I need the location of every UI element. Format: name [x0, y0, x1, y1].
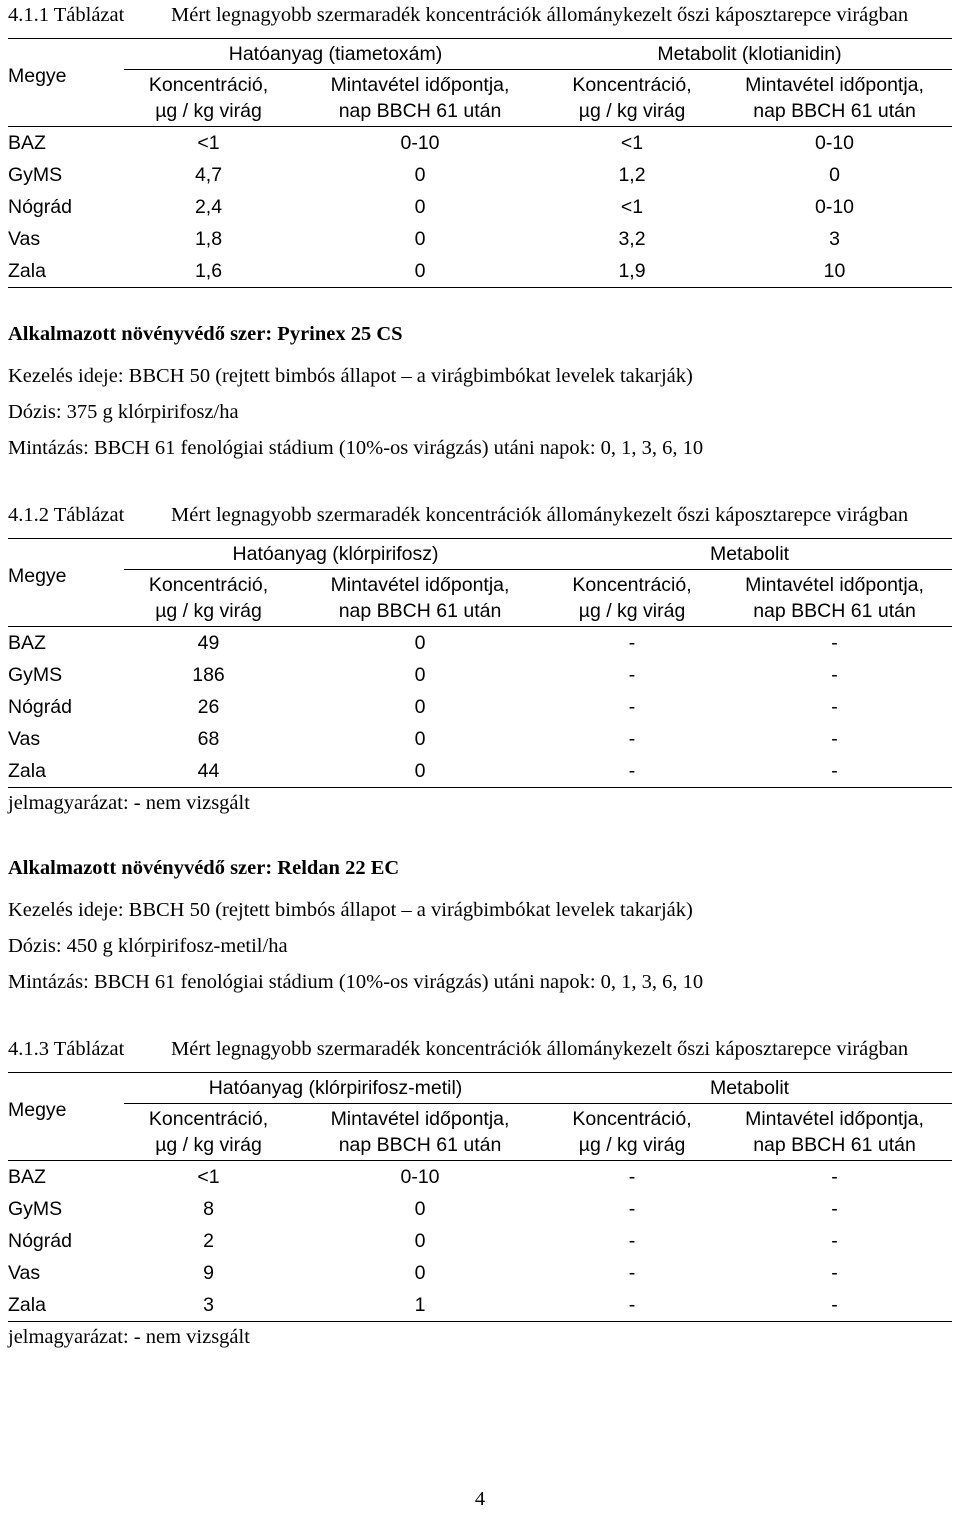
treatment-time: Kezelés ideje: BBCH 50 (rejtett bimbós állapot – a virágbimbókat levelek takarják) — [8, 899, 693, 921]
treatment-time: Kezelés ideje: BBCH 50 (rejtett bimbós állapot – a virágbimbókat levelek takarják) — [8, 365, 693, 387]
table-caption — [8, 500, 952, 530]
table-number: 4.1.2 Táblázat — [8, 504, 125, 526]
header-concentration: Koncentráció, µg / kg virág — [547, 1104, 717, 1161]
header-megye: Megye — [8, 539, 124, 627]
header-concentration: Koncentráció, µg / kg virág — [124, 70, 293, 127]
header-active-substance: Hatóanyag (tiametoxám) — [124, 39, 547, 70]
header-active-substance: Hatóanyag (klórpirifosz-metil) — [124, 1073, 547, 1104]
table-row: BAZ <1 0-10 - - — [8, 1165, 838, 1188]
header-sampling-time: Mintavétel időpontja, nap BBCH 61 után — [293, 570, 547, 627]
table-group-header — [8, 539, 952, 570]
treatment-info — [8, 316, 952, 466]
table-row: GyMS 4,7 0 1,2 0 — [8, 163, 840, 186]
header-concentration: Koncentráció, µg / kg virág — [547, 70, 717, 127]
table-row: BAZ 49 0 - - — [8, 631, 838, 654]
header-sampling-time: Mintavétel időpontja, nap BBCH 61 után — [717, 1104, 952, 1161]
table-row: Nógrád 2 0 - - — [8, 1229, 838, 1252]
residue-table-3 — [8, 1072, 952, 1322]
table-row: Vas 1,8 0 3,2 3 — [8, 227, 840, 250]
dose: Dózis: 450 g klórpirifosz-metil/ha — [8, 935, 288, 957]
header-metabolite: Metabolit — [547, 1073, 952, 1104]
table-row: Vas 68 0 - - — [8, 727, 838, 750]
residue-table-2 — [8, 538, 952, 788]
treatment-info — [8, 850, 952, 1000]
pesticide-heading: Alkalmazott növényvédő szer: Reldan 22 EC — [8, 857, 400, 879]
table-row: BAZ <1 0-10 <1 0-10 — [8, 131, 855, 154]
table-legend: jelmagyarázat: - nem vizsgált — [8, 1326, 250, 1348]
header-megye: Megye — [8, 1073, 124, 1161]
table-number: 4.1.1 Táblázat — [8, 4, 125, 26]
header-concentration: Koncentráció, µg / kg virág — [124, 1104, 293, 1161]
header-active-substance: Hatóanyag (klórpirifosz) — [124, 539, 547, 570]
table-number: 4.1.3 Táblázat — [8, 1038, 125, 1060]
table-row: Vas 9 0 - - — [8, 1261, 838, 1284]
header-sampling-time: Mintavétel időpontja, nap BBCH 61 után — [293, 1104, 547, 1161]
table-sub-header — [8, 70, 952, 127]
table-title: Mért legnagyobb szermaradék koncentrációk állománykezelt őszi káposztarepce virágban — [171, 1038, 909, 1060]
table-legend: jelmagyarázat: - nem vizsgált — [8, 792, 250, 814]
header-concentration: Koncentráció, µg / kg virág — [124, 570, 293, 627]
pesticide-heading: Alkalmazott növényvédő szer: Pyrinex 25 CS — [8, 323, 403, 345]
document-page — [8, 0, 952, 1352]
table-row: Zala 3 1 - - — [8, 1289, 952, 1322]
header-sampling-time: Mintavétel időpontja, nap BBCH 61 után — [717, 70, 952, 127]
table-row: Nógrád 2,4 0 <1 0-10 — [8, 195, 855, 218]
table-caption — [8, 1034, 952, 1064]
residue-table-1 — [8, 38, 952, 288]
table-row: Zala 1,6 0 1,9 10 — [8, 255, 952, 288]
table-row: Zala 44 0 - - — [8, 755, 952, 788]
table-title: Mért legnagyobb szermaradék koncentrációk állománykezelt őszi káposztarepce virágban — [171, 4, 909, 26]
header-concentration: Koncentráció, µg / kg virág — [547, 570, 717, 627]
header-metabolite: Metabolit — [547, 539, 952, 570]
header-sampling-time: Mintavétel időpontja, nap BBCH 61 után — [293, 70, 547, 127]
header-sampling-time: Mintavétel időpontja, nap BBCH 61 után — [717, 570, 952, 627]
table-sub-header — [8, 1104, 952, 1161]
sampling-days: Mintázás: BBCH 61 fenológiai stádium (10%-os virágzás) utáni napok: 0, 1, 3, 6, 10 — [8, 971, 704, 993]
table-row: Nógrád 26 0 - - — [8, 695, 838, 718]
page-number: 4 — [474, 1488, 486, 1510]
table-group-header — [8, 1073, 952, 1104]
header-metabolite: Metabolit (klotianidin) — [547, 39, 952, 70]
table-title: Mért legnagyobb szermaradék koncentrációk állománykezelt őszi káposztarepce virágban — [171, 504, 909, 526]
table-caption — [8, 0, 952, 30]
table-row: GyMS 8 0 - - — [8, 1197, 838, 1220]
sampling-days: Mintázás: BBCH 61 fenológiai stádium (10%-os virágzás) utáni napok: 0, 1, 3, 6, 10 — [8, 437, 704, 459]
header-megye: Megye — [8, 39, 124, 127]
dose: Dózis: 375 g klórpirifosz/ha — [8, 401, 239, 423]
table-group-header — [8, 39, 952, 70]
table-sub-header — [8, 570, 952, 627]
table-row: GyMS 186 0 - - — [8, 663, 838, 686]
